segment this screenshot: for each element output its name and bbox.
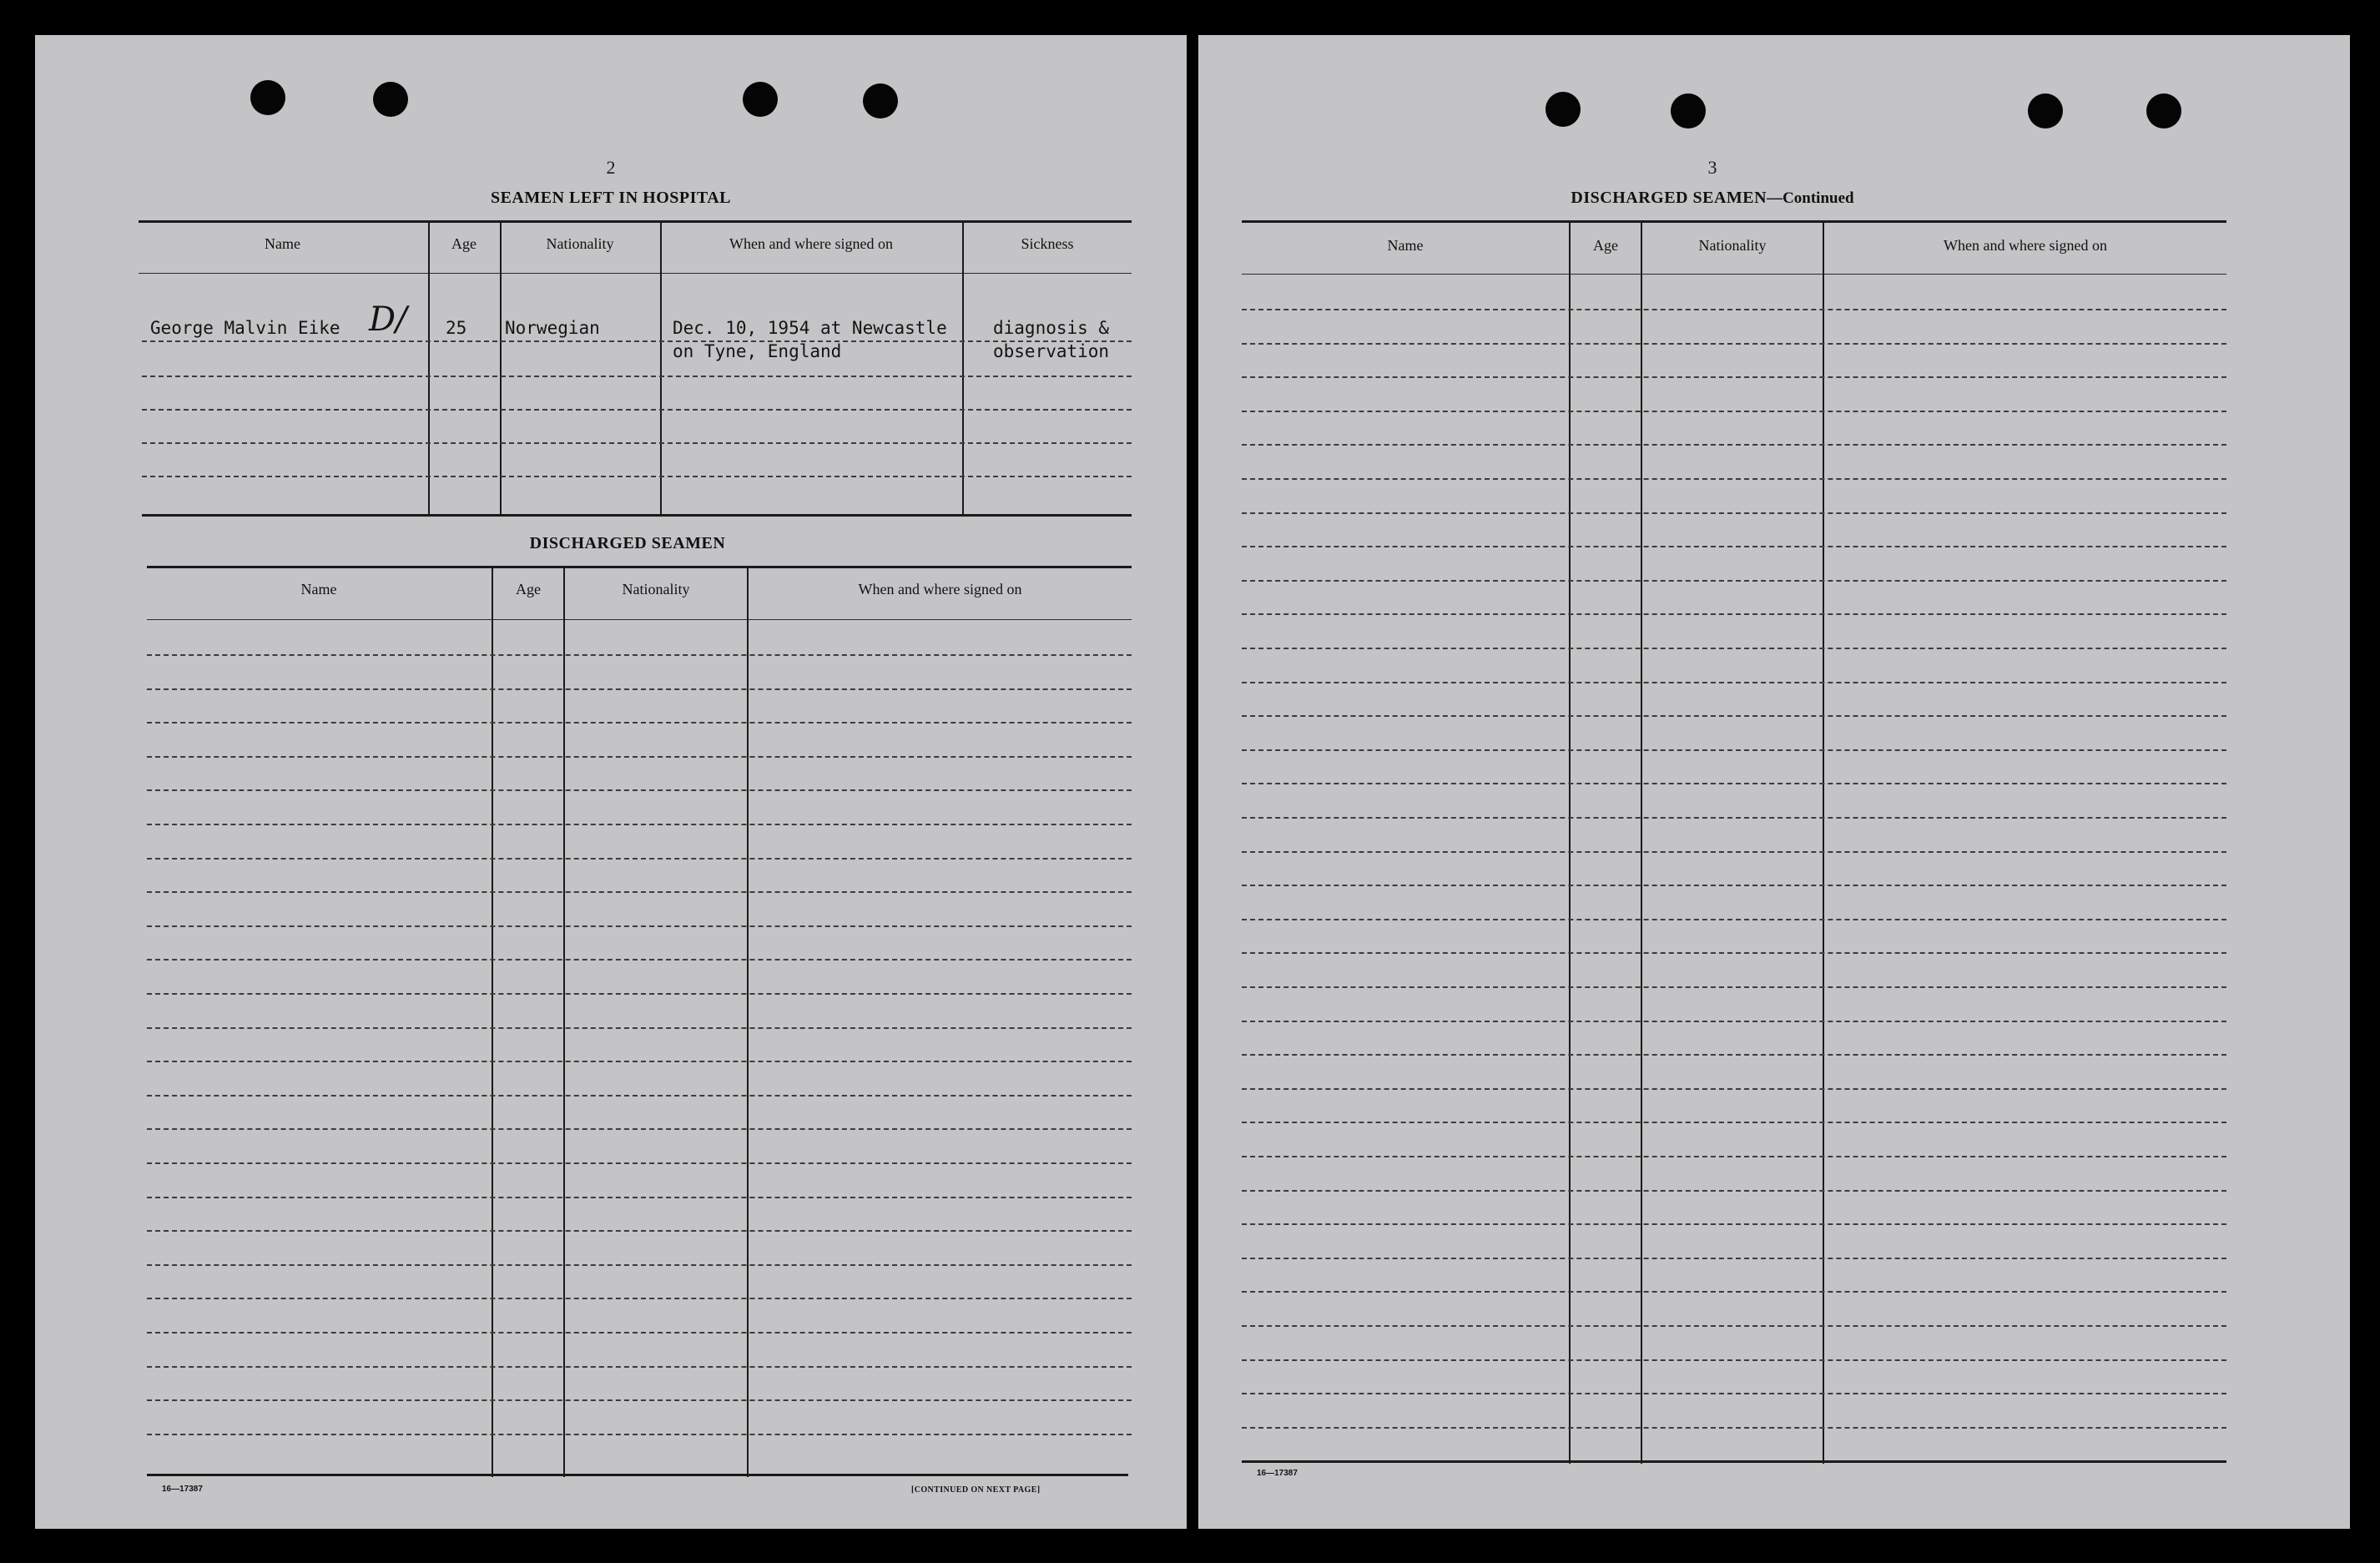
ruled-row-line (1242, 1325, 2226, 1327)
discharged-table-top-rule (1242, 220, 2226, 223)
ruled-row-line (147, 1027, 1132, 1029)
discharged-table-header-rule (147, 619, 1132, 620)
ruled-row-line (1242, 546, 2226, 547)
seaman-age: 25 (446, 318, 467, 338)
ruled-row-line (1242, 376, 2226, 378)
form-number: 16—17387 (1257, 1469, 1298, 1478)
hospital-col-name: Name (265, 235, 300, 252)
ruled-row-line (1242, 783, 2226, 784)
title-main: DISCHARGED SEAMEN (1571, 189, 1767, 207)
ruled-row-line (147, 1061, 1132, 1062)
ruled-row-line (1242, 613, 2226, 615)
sickness-line-2: observation (993, 341, 1110, 361)
right-page (1198, 35, 2350, 1529)
punch-hole-2 (1671, 93, 1706, 129)
ruled-row-line (147, 925, 1132, 927)
ruled-row-line (1242, 411, 2226, 412)
sickness-line-1: diagnosis & (993, 318, 1110, 338)
signed-on-line-1: Dec. 10, 1954 at Newcastle (673, 318, 947, 338)
hospital-col-signed-on: When and where signed on (729, 235, 893, 252)
punch-hole-3 (743, 82, 778, 117)
discharged-col-age: Age (516, 581, 541, 597)
ruled-row-line (1242, 478, 2226, 480)
punch-hole-2 (373, 82, 408, 117)
ruled-row-line (147, 1366, 1132, 1368)
ruled-row-line (1242, 919, 2226, 920)
ruled-row-line (1242, 952, 2226, 954)
seaman-nationality: Norwegian (505, 318, 600, 338)
ruled-row-line (147, 654, 1132, 656)
ruled-row-line (147, 1230, 1132, 1232)
ruled-row-line (1242, 580, 2226, 582)
hospital-col-age: Age (451, 235, 477, 252)
seaman-name: George Malvin Eike (150, 318, 340, 338)
ruled-row-line (1242, 444, 2226, 446)
discharged-table-top-rule (147, 566, 1132, 568)
ruled-row-line (147, 1197, 1132, 1198)
handwritten-mark: D/ (369, 300, 407, 339)
ruled-row-line (147, 1434, 1132, 1435)
hospital-table-top-rule (139, 220, 1132, 223)
discharged-col-nationality: Nationality (622, 581, 690, 597)
discharged-table-bottom-rule (147, 1474, 1128, 1476)
discharged-continued-title (1462, 189, 1963, 208)
discharged-divider-1 (492, 567, 493, 1477)
ruled-row-line (1242, 1156, 2226, 1157)
signed-on-line-2: on Tyne, England (673, 341, 842, 361)
ruled-row-line (1242, 1291, 2226, 1293)
discharged-col-name: Name (300, 581, 337, 597)
discharged-divider-2 (563, 567, 565, 1477)
ruled-row-line (147, 1128, 1132, 1130)
discharged-col-signed-on: When and where signed on (858, 581, 1022, 597)
ruled-row-line (1242, 715, 2226, 717)
ruled-row-line (147, 1162, 1132, 1164)
hospital-row-rule (142, 340, 1132, 342)
discharged-table-header-rule (1242, 274, 2226, 275)
discharged-divider-3 (747, 567, 749, 1477)
hospital-row-rule (142, 409, 1132, 411)
ruled-row-line (147, 722, 1132, 724)
ruled-row-line (147, 756, 1132, 758)
ruled-row-line (147, 959, 1132, 960)
ruled-row-line (147, 1399, 1132, 1401)
discharged-col-nationality: Nationality (1698, 237, 1767, 254)
discharged-divider-1 (1569, 222, 1571, 1464)
ruled-row-line (147, 1298, 1132, 1299)
punch-hole-4 (863, 83, 898, 118)
hospital-section-title: SEAMEN LEFT IN HOSPITAL (490, 189, 732, 207)
ruled-row-line (147, 688, 1132, 690)
ruled-row-line (1242, 749, 2226, 751)
hospital-table-header-rule (139, 273, 1132, 274)
hospital-divider-4 (962, 222, 964, 514)
ruled-row-line (1242, 343, 2226, 345)
ruled-row-line (1242, 1258, 2226, 1259)
ruled-row-line (1242, 512, 2226, 514)
hospital-row-rule (142, 376, 1132, 377)
ruled-row-line (147, 858, 1132, 860)
discharged-col-name: Name (1387, 237, 1424, 254)
ruled-row-line (1242, 817, 2226, 819)
ruled-row-line (1242, 986, 2226, 988)
hospital-table-bottom-rule (142, 514, 1132, 517)
hospital-row-rule (142, 476, 1132, 477)
discharged-col-signed-on: When and where signed on (1944, 237, 2107, 254)
ruled-row-line (1242, 1088, 2226, 1090)
ruled-row-line (147, 1264, 1132, 1266)
ruled-row-line (147, 789, 1132, 791)
hospital-col-nationality: Nationality (546, 235, 614, 252)
ruled-row-line (1242, 1021, 2226, 1022)
punch-hole-1 (250, 80, 285, 115)
ruled-row-line (147, 1095, 1132, 1097)
form-number: 16—17387 (162, 1485, 203, 1494)
left-page (35, 35, 1187, 1529)
continued-note: [CONTINUED ON NEXT PAGE] (911, 1485, 1041, 1495)
ruled-row-line (1242, 1223, 2226, 1225)
hospital-row-rule (142, 442, 1132, 444)
ruled-row-line (1242, 1393, 2226, 1394)
ruled-row-line (147, 824, 1132, 825)
page-number: 2 (606, 157, 616, 178)
hospital-divider-3 (660, 222, 662, 514)
ruled-row-line (1242, 1190, 2226, 1192)
ruled-row-line (1242, 309, 2226, 310)
ruled-row-line (147, 891, 1132, 893)
punch-hole-3 (2028, 93, 2063, 129)
discharged-table-bottom-rule (1242, 1460, 2226, 1463)
ruled-row-line (1242, 1359, 2226, 1361)
ruled-row-line (147, 1332, 1132, 1334)
hospital-divider-1 (428, 222, 430, 514)
ruled-row-line (1242, 682, 2226, 683)
ruled-row-line (1242, 1054, 2226, 1056)
ruled-row-line (147, 993, 1132, 995)
punch-hole-1 (1545, 92, 1581, 127)
ruled-row-line (1242, 885, 2226, 886)
discharged-divider-2 (1641, 222, 1642, 1464)
hospital-col-sickness: Sickness (1021, 235, 1074, 252)
ruled-row-line (1242, 648, 2226, 649)
ruled-row-line (1242, 1122, 2226, 1123)
punch-hole-4 (2146, 93, 2181, 129)
discharged-col-age: Age (1593, 237, 1618, 254)
discharged-divider-3 (1823, 222, 1824, 1464)
title-suffix: —Continued (1767, 189, 1854, 207)
discharged-section-title: DISCHARGED SEAMEN (529, 534, 726, 552)
page-number: 3 (1707, 157, 1717, 178)
ruled-row-line (1242, 851, 2226, 853)
ruled-row-line (1242, 1427, 2226, 1429)
hospital-divider-2 (500, 222, 502, 514)
